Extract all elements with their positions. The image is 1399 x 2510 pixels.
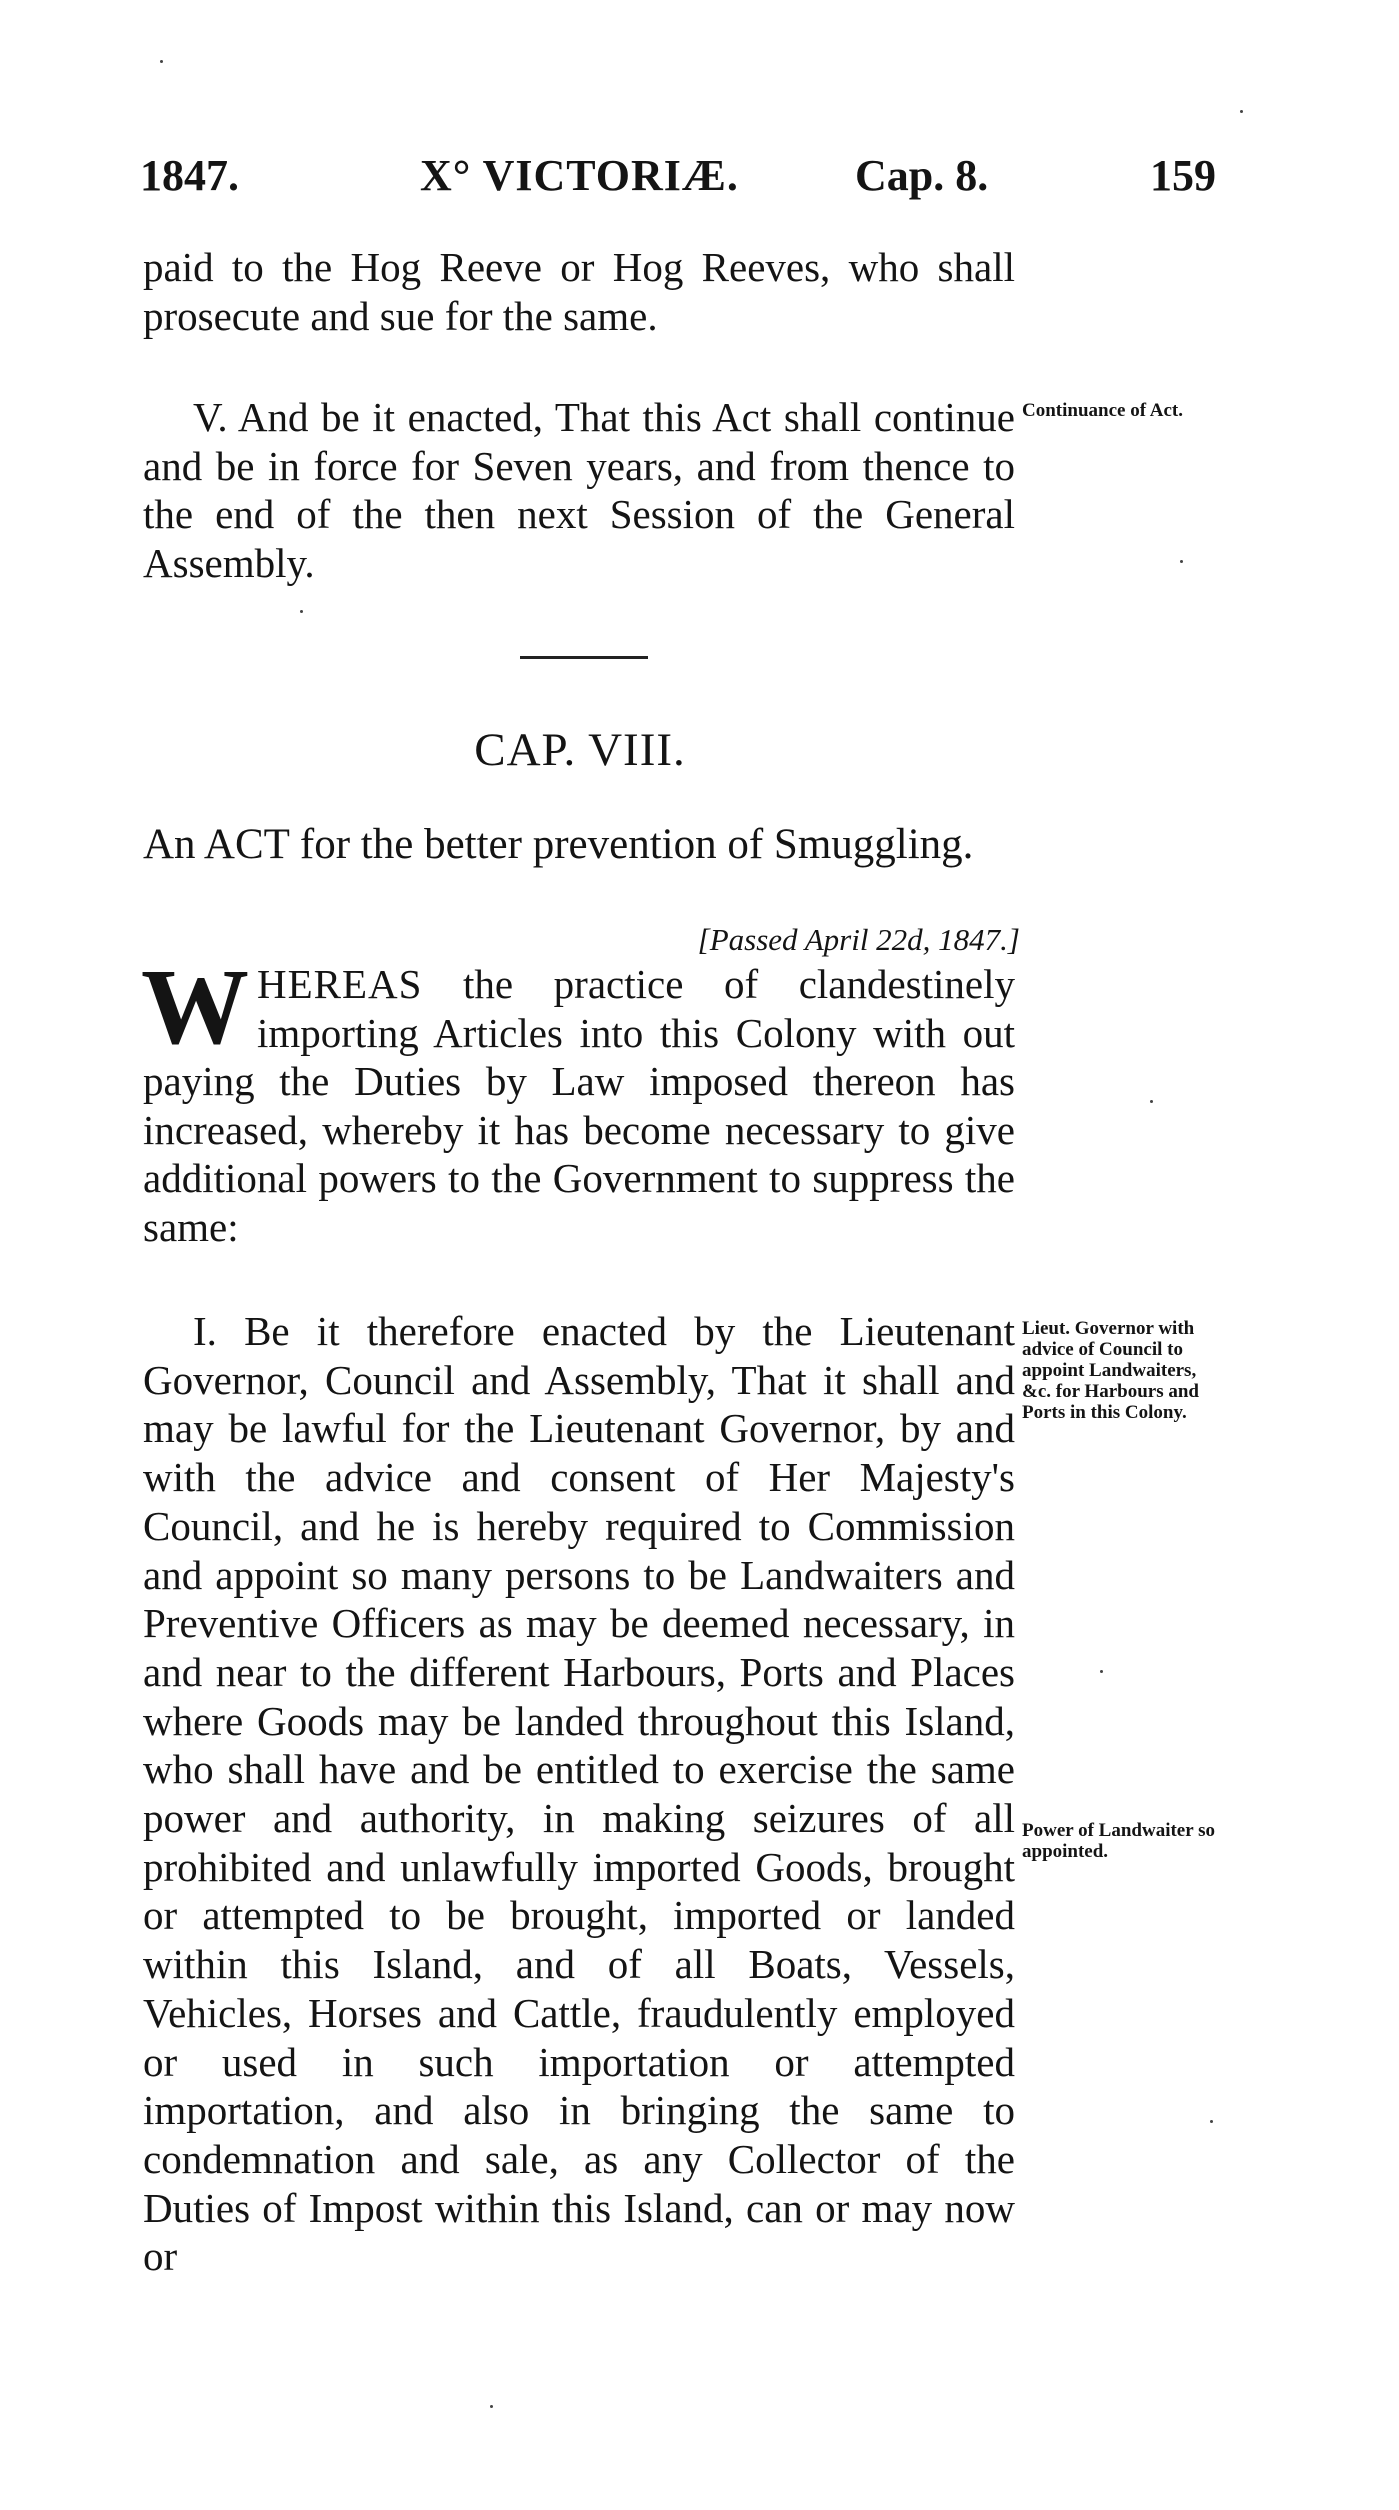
scan-speck — [1240, 110, 1243, 113]
act-title: An ACT for the better prevention of Smuggling. — [143, 821, 974, 868]
header-year: 1847. — [140, 151, 239, 200]
section-i-paragraph: I. Be it therefore enacted by the Lieutenant Governor, Council and Assembly, That it shall and may be lawful for the Lieutenant Governor, by and with the advice and consent of Her Majesty's Council, and he is hereby required to Commission and appoint so many persons to be Landwaiters and Preventive Officers as may be deemed necessary, in and near to the different Harbours, Ports and Places where Goods may be landed throughout this Island, who shall have and be entitled to exercise the same power and authority, in making seizures of all prohibited and unlawfully imported Goods, brought or attempted to be brought, imported or landed within this Island, and of all Boats, Vessels, Vehicles, Horses and Cattle, fraudulently employed or used in such importation or attempted importation, and also in bringing the same to condemnation and sale, as any Collector of the Duties of Impost within this Island, can or may now or — [143, 1308, 1015, 2280]
scan-speck — [1150, 1100, 1153, 1103]
drop-cap: W — [141, 948, 249, 1067]
scan-speck — [1180, 560, 1183, 563]
margin-note-landwaiters: Lieut. Governor with advice of Council to appoint Landwaiters, &c. for Harbours and Ports in this Colony. — [1022, 1318, 1199, 1423]
passed-date: [Passed April 22d, 1847.] — [697, 922, 1020, 957]
margin-note-continuance: Continuance of Act. — [1022, 400, 1183, 421]
section-divider — [520, 656, 648, 659]
section-v-paragraph — [143, 393, 1015, 587]
running-header — [140, 150, 1230, 210]
continuation-paragraph: paid to the Hog Reeve or Hog Reeves, who shall prosecute and sue for the same. — [143, 244, 1015, 339]
scan-speck — [1210, 2120, 1213, 2123]
margin-note-power: Power of Landwaiter so appointed. — [1022, 1820, 1215, 1862]
preamble-caps-word: HEREAS — [257, 961, 423, 1007]
scan-speck — [490, 2405, 493, 2408]
scan-speck — [300, 610, 303, 613]
header-title: X° VICTORIÆ. — [420, 151, 739, 200]
scan-speck — [160, 60, 163, 63]
chapter-heading: CAP. VIII. — [474, 724, 686, 776]
page-number: 159 — [1150, 151, 1216, 200]
header-chapter: Cap. 8. — [855, 151, 989, 200]
section-v-text: V. And be it enacted, That this Act shall continue and be in force for Seven years, and from thence to the end of the then next Session of the General Assembly. — [143, 394, 1015, 586]
scan-speck — [1100, 1670, 1103, 1673]
preamble-paragraph — [141, 948, 1015, 1251]
preamble-text: the practice of clandestinely importing Articles into this Colony with out paying the Duties by Law imposed thereon has increased, whereby it has become necessary to give additional powers to the Government to suppress the same: — [143, 961, 1015, 1250]
